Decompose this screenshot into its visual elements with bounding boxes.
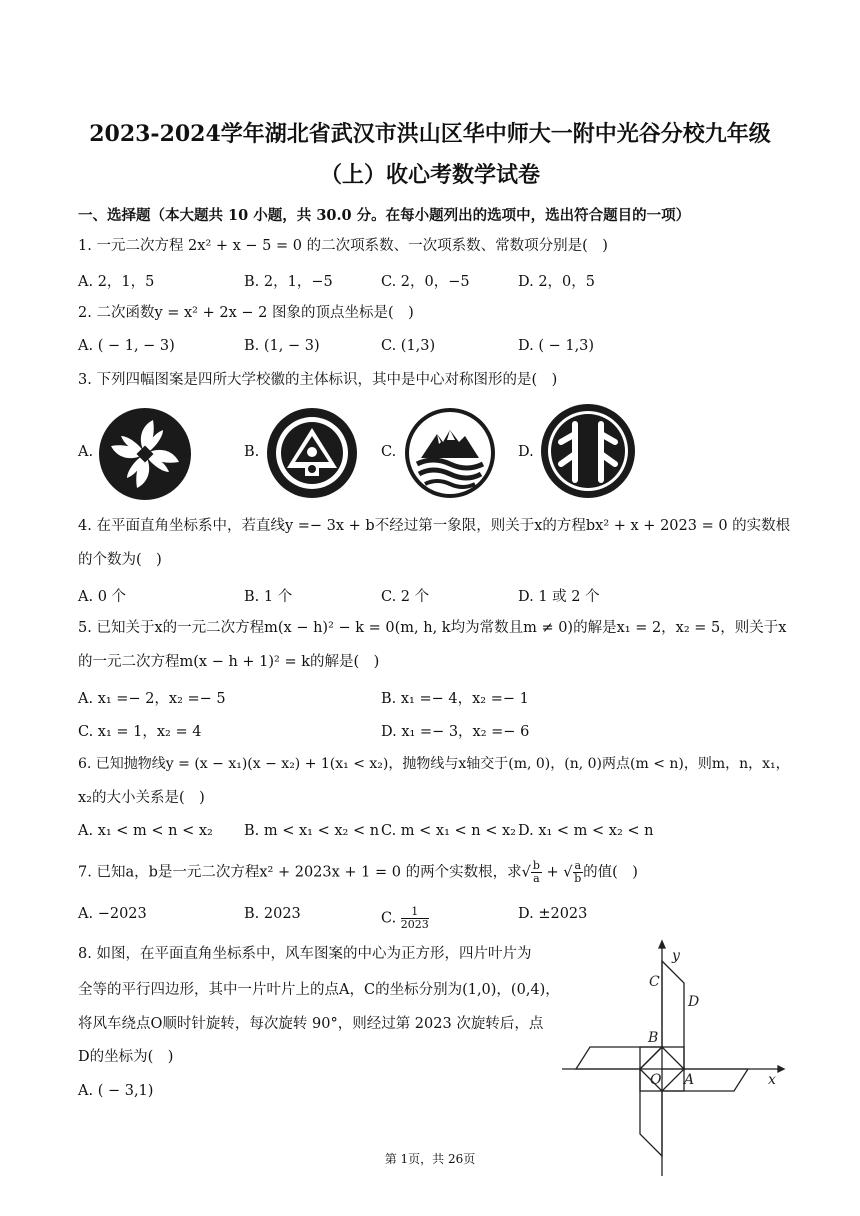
q8-windmill-figure [560,938,790,1178]
q5-option-a: A. x₁ =− 2，x₂ =− 5 [78,691,226,707]
q1-option-b: B. 2，1，−5 [244,274,333,290]
q8-line4: D的坐标为( ) [78,1049,174,1065]
q8-line2: 全等的平行四边形，其中一片叶片上的点A，C的坐标分别为(1,0)，(0,4)， [78,982,560,998]
q3-option-b: B. [244,444,260,460]
q6-option-b: B. m < x₁ < x₂ < n [244,823,380,839]
q7-option-c-label: C. [381,910,397,927]
q4-option-c: C. 2 个 [381,589,430,605]
q2-option-d: D. ( − 1,3) [518,338,595,354]
q3-stem: 3. 下列四幅图案是四所大学校徽的主体标识，其中是中心对称图形的是( ) [78,372,558,388]
q7-option-c-frac [401,906,429,931]
q7-stem [78,860,638,885]
q4-option-d: D. 1 或 2 个 [518,589,600,605]
q7-frac-ab-den: b [574,872,582,885]
q8-label-A: A [684,1072,695,1088]
q7-frac-ba-num: b [532,859,540,872]
q8-option-a: A. ( − 3,1) [78,1083,154,1099]
q8-label-B: B [648,1030,659,1046]
paper-title-line2: （上）收心考数学试卷 [319,162,540,188]
q5-option-b: B. x₁ =− 4，x₂ =− 1 [381,691,529,707]
q7-frac-ab [573,860,584,885]
q8-label-O: O [650,1072,662,1088]
emblem-a-pinwheel-icon [97,406,193,502]
q1-option-a: A. 2，1，5 [78,274,155,290]
q7-option-b: B. 2023 [244,906,301,922]
q7-sqrt-expression: √ $\frac{b}{a}$ + √ $\frac{a}{b}$ [521,859,582,885]
q7-stem-suffix: 的值( ) [583,864,638,881]
q6-stem-line2: x₂的大小关系是( ) [78,790,205,806]
q7-option-c-num: 1 [401,906,429,919]
q2-stem: 2. 二次函数y = x² + 2x − 2 图象的顶点坐标是( ) [78,305,414,321]
q7-plus: + [546,864,559,881]
q7-frac-ba [531,860,542,885]
q7-option-d: D. ±2023 [518,906,588,922]
q1-stem: 1. 一元二次方程 2x² + x − 5 = 0 的二次项系数、一次项系数、常数项分别是( ) [78,238,608,254]
q1-option-c: C. 2，0，−5 [381,274,470,290]
paper-title-line1: 2023-2024学年湖北省武汉市洪山区华中师大一附中光谷分校九年级 [89,121,771,147]
q7-frac-ab-num: a [574,859,582,872]
q7-option-c-den: 2023 [400,918,429,931]
q8-label-x: x [768,1072,776,1088]
q5-option-d: D. x₁ =− 3，x₂ =− 6 [381,724,530,740]
q3-option-d: D. [518,444,534,460]
emblem-d-seal-icon [539,402,637,500]
q4-option-b: B. 1 个 [244,589,293,605]
q8-label-y: y [672,948,680,964]
q8-label-D: D [688,994,700,1010]
q2-option-a: A. ( − 1, − 3) [78,338,175,354]
q3-option-a: A. [78,444,94,460]
emblem-c-mountain-wave-icon [403,406,497,500]
q8-line1: 8. 如图，在平面直角坐标系中，风车图案的中心为正方形，四片叶片为 [78,946,532,962]
q8-label-C: C [649,974,660,990]
q6-stem-line1: 6. 已知抛物线y = (x − x₁)(x − x₂) + 1(x₁ < x₂)，抛物线与x轴交于(m, 0)，(n, 0)两点(m < n)，则m，n，x₁， [78,756,790,772]
emblem-b-mountain-icon [265,406,359,500]
q5-stem-line1: 5. 已知关于x的一元二次方程m(x − h)² − k = 0(m, h, k均为常数且m ≠ 0)的解是x₁ = 2，x₂ = 5，则关于x [78,620,787,636]
q7-frac-ba-den: a [533,872,540,885]
q2-option-c: C. (1,3) [381,338,436,354]
section-heading: 一、选择题（本大题共 10 小题，共 30.0 分。在每小题列出的选项中，选出符合题目的一项） [78,207,691,224]
q3-option-c: C. [381,444,397,460]
q7-option-a: A. −2023 [78,906,147,922]
q6-option-c: C. m < x₁ < n < x₂ [381,823,516,839]
q7-option-c [381,906,429,931]
q1-option-d: D. 2，0，5 [518,274,596,290]
page-footer: 第 1页，共 26页 [384,1152,476,1166]
q5-option-c: C. x₁ = 1，x₂ = 4 [78,724,202,740]
q7-stem-prefix: 7. 已知a，b是一元二次方程x² + 2023x + 1 = 0 的两个实数根，求 [78,864,522,881]
q5-stem-line2: 的一元二次方程m(x − h + 1)² = k的解是( ) [78,654,380,670]
q6-option-a: A. x₁ < m < n < x₂ [78,823,213,839]
q6-option-d: D. x₁ < m < x₂ < n [518,823,654,839]
q4-stem-line2: 的个数为( ) [78,552,162,568]
q4-stem-line1: 4. 在平面直角坐标系中，若直线y =− 3x + b不经过第一象限，则关于x的方程bx² + x + 2023 = 0 的实数根 [78,518,791,534]
q2-option-b: B. (1, − 3) [244,338,320,354]
q4-option-a: A. 0 个 [78,589,127,605]
q8-line3: 将风车绕点O顺时针旋转，每次旋转 90°，则经过第 2023 次旋转后，点 [78,1016,544,1032]
